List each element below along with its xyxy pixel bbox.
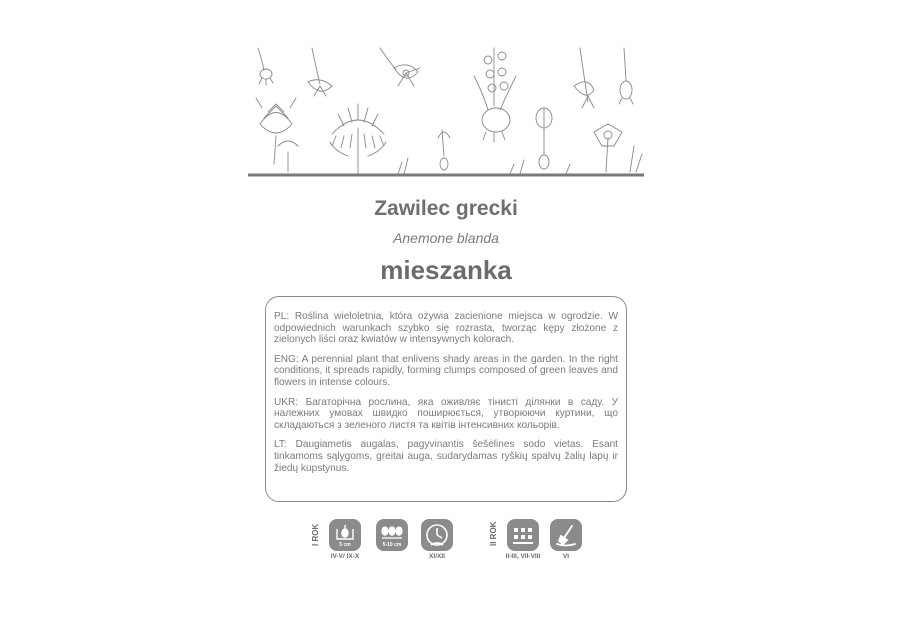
description-lt: LT: Daugiametis augalas, pagyvinantis šešėlines sodo vietas. Esant tinkamoms sąlygoms, greitai auga, sudarydamas ryškių spalvų žalių lapų ir žiedų kupstynus. (274, 439, 618, 474)
product-variety: mieszanka (380, 255, 512, 285)
product-common-name: Zawilec grecki (374, 197, 518, 220)
planting-spacing-icon (376, 519, 408, 551)
description-ukr: UKR: Багаторічна рослина, яка оживляє тінисті ділянки в саду. У належних умовах швидко поширюється, утворюючи куртини, що складаються з зеленого листя та квітів інтенсивних кольорів. (274, 396, 618, 431)
flowering-calendar-caption: II-III, VII-VIII (505, 553, 541, 560)
year2-label: II ROK (489, 521, 498, 546)
product-latin-name: Anemone blanda (393, 230, 499, 246)
flowering-time-caption: XI/XII (429, 553, 445, 560)
description-eng: ENG: A perennial plant that enlivens shady areas in the garden. In the right conditions, it spreads rapidly, forming clumps composed of green leaves and flowers in intense colours. (274, 353, 618, 388)
planting-depth-icon (329, 519, 361, 551)
flowering-time-icon (421, 519, 453, 551)
botanical-illustration (248, 46, 644, 178)
digging-icon (550, 519, 582, 551)
year1-label: I ROK (311, 523, 320, 546)
description-box (265, 296, 627, 502)
flowering-calendar-icon (507, 519, 539, 551)
planting-spacing-value: 5-10 cm (382, 542, 402, 548)
digging-caption: VI (562, 553, 570, 560)
description-pl: PL: Roślina wieloletnia, która ożywia zacienione miejsca w ogrodzie. W odpowiednich warunkach szybko się rozrasta, tworząc kępy złożone z zielonych liści oraz kwiatów w intensywnych kolorach. (274, 311, 618, 346)
planting-depth-caption: IV-V/ IX-X (330, 553, 360, 560)
planting-depth-value: 5 cm (339, 542, 351, 548)
